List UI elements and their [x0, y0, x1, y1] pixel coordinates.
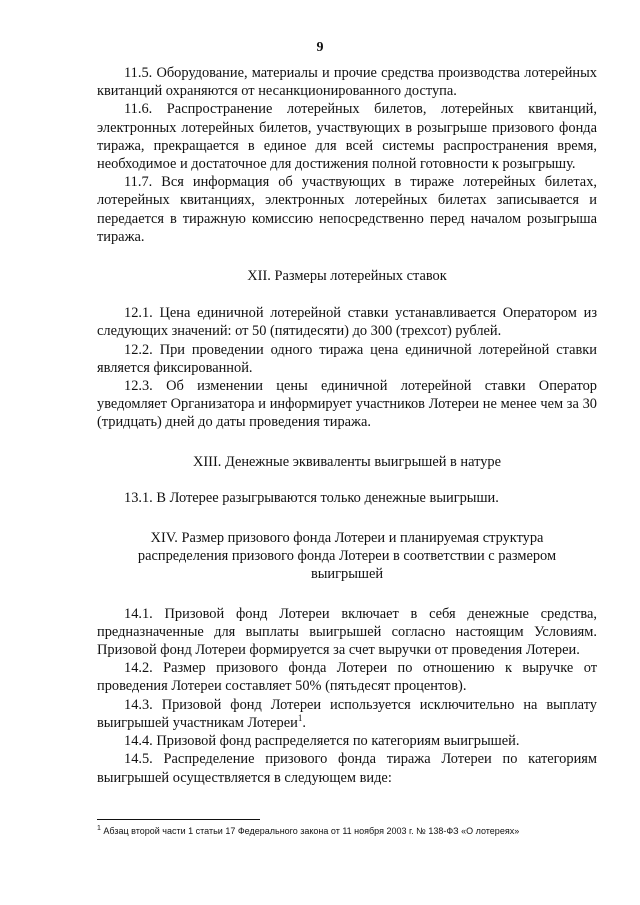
paragraph-12-2: 12.2. При проведении одного тиража цена единичной лотерейной ставки является фиксированной. — [97, 341, 597, 376]
footnote-mark: 1 — [97, 825, 101, 832]
paragraph-14-4: 14.4. Призовой фонд распределяется по категориям выигрышей. — [124, 733, 520, 750]
paragraph-12-1: 12.1. Цена единичной лотерейной ставки устанавливается Оператором из следующих значений: от 50 (пятидесяти) до 300 (трехсот) рублей. — [97, 305, 597, 340]
paragraph-12-3: 12.3. Об изменении цены единичной лотерейной ставки Оператор уведомляет Организатора и информирует участников Лотереи не менее чем за 30 (тридцать) дней до даты проведения тиража. — [97, 378, 597, 431]
footnote-divider — [97, 819, 260, 820]
section-heading-xii: XII. Размеры лотерейных ставок — [247, 268, 447, 285]
footnote-reference: 1 — [297, 713, 303, 724]
paragraph-14-1: 14.1. Призовой фонд Лотереи включает в себя денежные средства, предназначенные для выплаты выигрышей согласно настоящим Условиям. Призовой фонд Лотереи формируется за счет выручки от проведения Лотереи. — [97, 605, 597, 659]
paragraph-11-6: 11.6. Распространение лотерейных билетов, лотерейных квитанций, электронных лотерейных билетов, участвующих в розыгрыше призового фонда тиража, прекращается в единое для всей системы распространения время, необходимое и достаточное для достижения полной готовности к розыгрышу. — [97, 101, 597, 173]
page-number: 9 — [316, 40, 324, 55]
section-heading-xiv: XIV. Размер призового фонда Лотереи и планируемая структура распределения призового фонда Лотереи в соответствии с размером выигрышей — [137, 530, 557, 583]
footnote — [97, 826, 617, 837]
paragraph-14-3-end: . — [302, 714, 306, 731]
paragraph-14-5: 14.5. Распределение призового фонда тиража Лотереи по категориям выигрышей осуществляется в следующем виде: — [97, 751, 597, 786]
paragraph-14-3-text: 14.3. Призовой фонд Лотереи используется исключительно на выплату выигрышей участникам Лотереи — [97, 696, 597, 731]
footnote-text: Абзац второй части 1 статьи 17 Федерального закона от 11 ноября 2003 г. № 138-ФЗ «О лотереях» — [100, 826, 520, 836]
paragraph-14-3 — [97, 696, 597, 732]
page-content — [97, 64, 597, 787]
paragraph-11-7: 11.7. Вся информация об участвующих в тираже лотерейных билетах, лотерейных квитанциях, электронных лотерейных билетах записывается и передается в тиражную комиссию непосредственно перед началом розыгрыша тиража. — [97, 174, 597, 245]
paragraph-14-2: 14.2. Размер призового фонда Лотереи по отношению к выручке от проведения Лотереи составляет 50% (пятьдесят процентов). — [97, 660, 597, 695]
paragraph-11-5: 11.5. Оборудование, материалы и прочие средства производства лотерейных квитанций охраняются от несанкционированного доступа. — [97, 65, 597, 100]
section-heading-xiii: XIII. Денежные эквиваленты выигрышей в натуре — [192, 453, 502, 470]
paragraph-13-1: 13.1. В Лотерее разыгрываются только денежные выигрыши. — [124, 489, 499, 506]
